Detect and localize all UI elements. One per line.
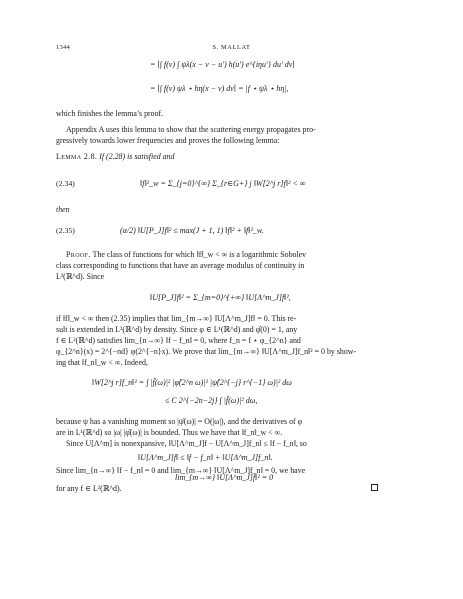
running-head: S. MALLAT	[212, 44, 251, 51]
equation-wavelet-2: ≤ C 2^{−2n−2j} ∫ |f̂(ω)|² dω,	[165, 396, 258, 405]
page-number: 1344	[56, 44, 70, 51]
lemma-statement	[56, 152, 174, 162]
text-line: Since U[Λ^m] is nonexpansive, ‖U[Λ^m_J]f − U[Λ^m_J]f_n‖ ≤ ‖f − f_n‖, so	[66, 439, 307, 448]
lemma-text: If (2.28) is satisfied and	[97, 152, 175, 161]
text-line: Since lim_{n→∞} ‖f − f_n‖ = 0 and lim_{m→∞} ‖U[Λ^m_J]f_n‖ = 0, we have	[56, 466, 306, 475]
equation-wavelet-1: ‖W[2^j r]f_n‖² = ∫ |f̂(ω)|² |φ̂(2^n ω)|² |ψ̂(2^{−j} r^{−1} ω)|² dω	[92, 378, 292, 387]
equation-2-34: ‖f‖²_w = Σ_{j=0}^{∞} Σ_{r∈G+} j ‖W[2^j r]f‖² < ∞	[140, 179, 306, 188]
lemma-label: Lemma 2.8.	[56, 152, 98, 161]
text-line: for any f ∈ L²(ℝ^d).	[56, 484, 122, 493]
text-line: f ∈ L²(ℝ^d) satisfies lim_{n→∞} ‖f − f_n‖ = 0, where f_n = f ⋆ φ_{2^n} and	[56, 336, 301, 345]
text-line: Appendix A uses this lemma to show that the scattering energy propagates pro-	[66, 125, 316, 134]
equation-limit: lim_{m→∞} ‖U[Λ^m_J]f‖² = 0	[175, 473, 274, 482]
text-line: φ_{2^n}(x) = 2^{−nd} φ(2^{−n}x). We prove that lim_{m→∞} ‖U[Λ^m_J]f_n‖² = 0 by show-	[56, 347, 357, 356]
then-label: then	[56, 205, 70, 214]
text-line: are in L¹(ℝ^d) so |ω| |φ̂(ω)| is bounded. Thus we have that ‖f_n‖_w < ∞.	[56, 428, 283, 437]
text-line: class corresponding to functions that have an average modulus of continuity in	[56, 261, 305, 270]
equation-number: (2.34)	[56, 179, 75, 188]
equation-2-35: (α/2) ‖U[P_J]f‖² ≤ max(J + 1, 1) ‖f‖² + ‖f‖²_w.	[120, 226, 264, 235]
text-line: L²(ℝ^d). Since	[56, 272, 105, 281]
equation-number: (2.35)	[56, 226, 75, 235]
equation-line-b: = ∣∫ f(v) ψλ ⋆ hη(x − v) dv∣ = |f ⋆ ψλ ⋆ hη|,	[150, 84, 289, 93]
equation-inequality: ‖U[Λ^m_J]f‖ ≤ ‖f − f_n‖ + ‖U[Λ^m_J]f_n‖.	[138, 453, 273, 462]
text-line: sult is extended in L²(ℝ^d) by density. Since φ ∈ L¹(ℝ^d) and φ̂(0) = 1, any	[56, 325, 298, 334]
text-line: ing that ‖f_n‖_w < ∞. Indeed,	[56, 358, 148, 367]
equation-sum: ‖U[P_J]f‖² = Σ_{m=0}^{+∞} ‖U[Λ^m_J]f‖²,	[150, 293, 291, 302]
text-line: which finishes the lemma’s proof.	[56, 109, 164, 118]
text-line: if ‖f‖_w < ∞ then (2.35) implies that lim_{m→∞} ‖U[Λ^m_J]f‖ = 0. This re-	[56, 314, 297, 323]
qed-box-icon	[371, 484, 378, 491]
proof-first-line	[66, 250, 306, 260]
text-line: The class of functions for which ‖f‖_w < ∞ is a logarithmic Sobolev	[90, 250, 307, 259]
proof-label: Proof.	[66, 250, 91, 259]
text-line: because ψ has a vanishing moment so |ψ̂(ω)| = O(|ω|), and the derivatives of φ	[56, 417, 303, 426]
equation-line-a: = ∣∫ f(v) ∫ ψλ(x − v − u′) h(u′) e^{iηu′} du′ dv∣	[150, 60, 295, 69]
text-line: gressively towards lower frequencies and proves the following lemma:	[56, 136, 280, 145]
